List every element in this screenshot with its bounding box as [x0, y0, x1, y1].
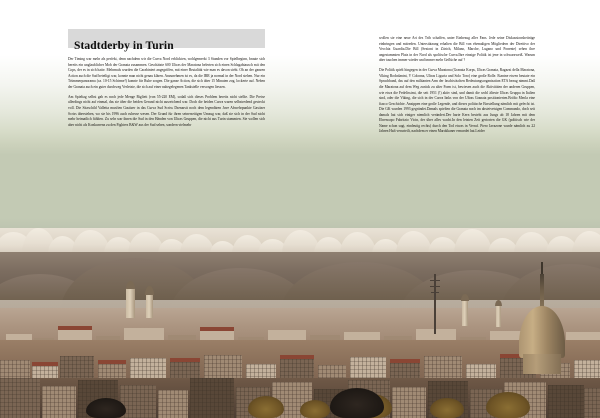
page-title: Stadtderby in Turin [74, 39, 174, 52]
paragraph: wollen sie eine neue Art des Trib schaffen, unter Einbezug aller Fans. Jede seine Diskussionsbeiträge einbringen und mitreden. Unterstützung erhalten die Bill von ehemaligen Mitgliedern der Direttivo der Vecchia Guardia.Die Bill (Sezioni in Zürich, Milano, Marche, Lugano und Ponente) sehen ihre angestammten Platz in der Nord als spoltische Curva.Ihre einzige Politik ist jene in schwarzweiß. Warum aber tauchen immer wieder und immer mehr Geflüche auf ? [379, 36, 535, 63]
article-column-left [68, 57, 265, 128]
paragraph: Der Timing war mehr als perfekt, denn nachdem wir die Curva Nord erblickten, wohlgemerkt 3 Stunden vor Spielbeginn, braute sich bereits ein unglaublicher Mob der Granata zusammen. Geschätzte 600 Ultras der Maratona belerten sich einen Schlagabtausch mit den Cops, der es in sich hatte. Mehrmals wurden die Carabinieri angegriffen, mit einer Brutalität wie man es davon sieht. Ob an der ganzen Action auch die Sud beteiligt war, konnte man nicht genau klären. Anzunehmen ist es, da die IRR ja normal in der Nord stehen. Nur ein Trümmerpanorama (ca. 10-15 Schirme!) konnte für Ruhe sorgen. Die ganze Action, die sich über 15 Minuten zog, lockerte auf. Neben der Granata auch ein guter durchweg Verletzte, die sich auf einer nahegelegenen Tankstelle versorgen liessen. [68, 57, 265, 89]
paragraph: Die Politik spielt hingegen in der Curva Maratona (Granata Korps, Ultras Granata, Ragazzi della Maratona, Viking Rododantni, V Colonna, Ultras Liguria und Solo Toro) eine große Rolle. Etantne etwen beutate ein Spruchband, das auf den militanten Arm der faschistischen Bedeutungsorganisation ETA bezug nimmt.Daß die Maratona auf dem Weg zurück zu alter Form ist, bewiesen auch die Aktivitäten der anderen Gruppen, wie etwa die Fedelissimi, die seit 1951 (!) aktiv sind, und damit die wohl älteste Ultras Gruppa in Italien sind, oder die Viking, die sich in der Curva links von der Ultras Granata positionierten.Brölto Meola eine fiasco Geschichte. Anzippen eine große Legende, und dieses politische Einstellung nämlich mit gefecht ist. Die GK wurden 1993 gegründet.Damals spielten die Granata noch im absteivetsigen Commando, doch seit damals hat sich einiger niemlich verändert.Der harte Kern besteht aus Jungs ab 18 Jahren mit dem Ehrencapo Fabritzio Vicin, der über alles wacht.In den letzten Zeit geriorten die GK (politisch wie der Name schon sagt, eindeutig rechts) durch den Tod etwas in Verruf. Piero Iavazone wurde nämlich zu 22 Jahren Haft verurteilt, nachdem er einen Marokkaner ermordet hat.Leider [379, 68, 535, 134]
paragraph: Am Spieltag selbst gab es noch jede Menge Bigliett (von 55-220 EM), sodaß sich dieses Problem bereits nicht stellte. Die Preise allerdings nicht auf einmal, das sie über die beiden Gerund nicht ausreichend war. Doch die beiden Curva waren selbstredend gesteckt voll. Die Sitzschild Valletta musften Gastizer in das Curva Sud Scriss Dsenarsit noch dem legendären Juve Abwehrpunkte Gastizer Scriss überstehen, wo sie bis 1996 auch ruhesse wesen. Der Grund für ihren seinerseitigen Umzug war, daß sie sich in der Sud nicht mehr heimatlich fühlten. Zu sehr war ihnen die Sud in den Händen von Ultras Gruppen, die nicht aus Turin stammten. Sie wollen sich aber nicht als Konkurrenz zu den Fighters B&W aus der Sud sehen, sondern vielmehr [68, 94, 265, 127]
article-column-right [379, 36, 535, 135]
